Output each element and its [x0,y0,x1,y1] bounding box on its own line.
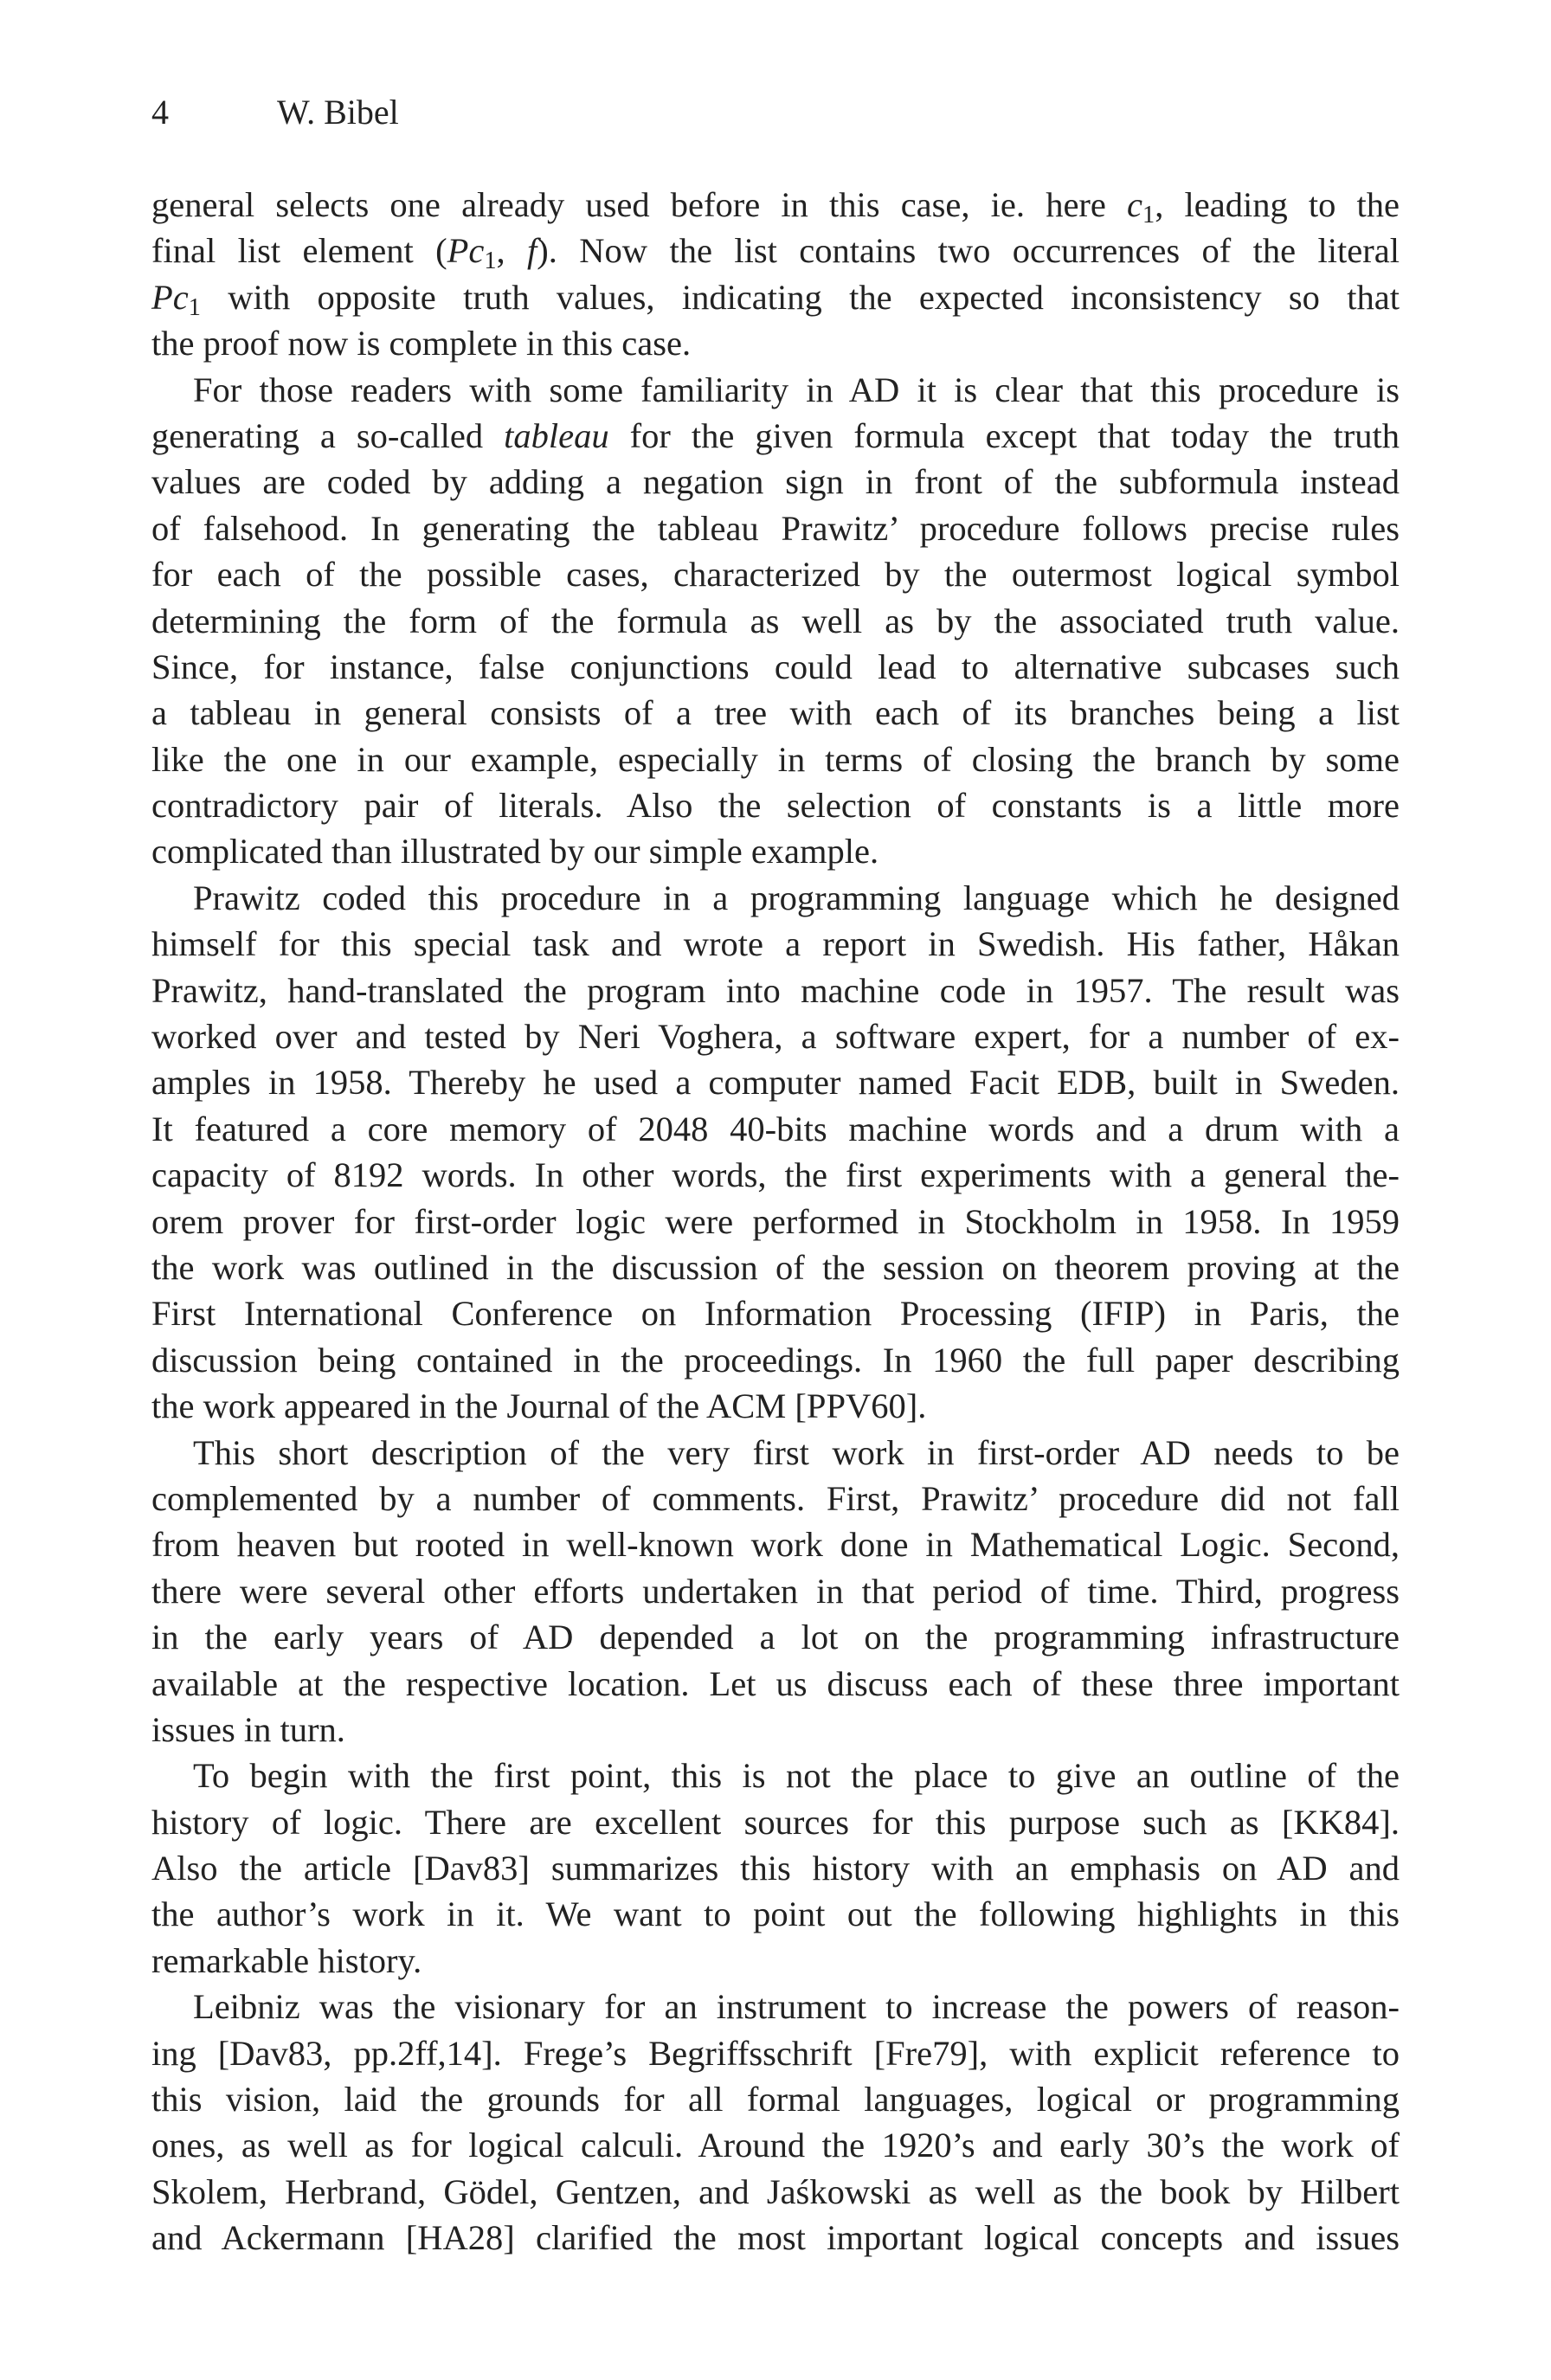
text-line: issues in turn. [151,1709,345,1749]
text-line: final list element ($Pc_1$, f). Now the list contains two occurrences of the literal [151,231,1400,275]
body-text [151,182,1400,2261]
text-line: and Ackermann [HA28] clarified the most important logical concepts and issues [151,2218,1400,2258]
text-line: for each of the possible cases, characterized by the outermost logical symbol [151,555,1400,595]
paragraph-tableau [151,367,1400,875]
text-line: This short description of the very first work in first-order AD needs to be [193,1432,1400,1472]
text-line: the proof now is complete in this case. [151,324,692,363]
text-line: $Pc_1$ with opposite truth values, indicating the expected inconsistency so that [151,277,1400,321]
text-line: from heaven but rooted in well-known work done in Mathematical Logic. Second, [151,1525,1400,1565]
paragraph-continuation [151,182,1400,367]
text-line: To begin with the first point, this is not the place to give an outline of the [193,1756,1400,1796]
text-line: determining the form of the formula as well as by the associated truth value. [151,601,1400,640]
paragraph-comments [151,1430,1400,1753]
text-line: the work was outlined in the discussion of the session on theorem proving at the [151,1247,1400,1287]
text-line: Prawitz coded this procedure in a programming language which he designed [193,878,1400,917]
text-line: history of logic. There are excellent sources for this purpose such as [KK84]. [151,1802,1400,1842]
text-line: there were several other efforts undertaken in that period of time. Third, progress [151,1571,1400,1611]
text-line: generating a so-called tableau for the given formula except that today the truth [151,415,1400,455]
text-line: in the early years of AD depended a lot on the programming infrastructure [151,1618,1400,1657]
text-line: complemented by a number of comments. First, Prawitz’ procedure did not fall [151,1478,1400,1518]
text-line: the work appeared in the Journal of the ACM [PPV60]. [151,1386,927,1426]
paragraph-leibniz-frege [151,1984,1400,2261]
text-line: of falsehood. In generating the tableau Prawitz’ procedure follows precise rules [151,508,1400,548]
text-line: values are coded by adding a negation sign in front of the subformula instead [151,462,1400,502]
page-number: 4 [151,93,169,132]
running-head-author: W. Bibel [277,93,399,132]
text-line: this vision, laid the grounds for all formal languages, logical or programming [151,2080,1400,2119]
text-line: For those readers with some familiarity in AD it is clear that this procedure is [193,370,1400,409]
text-line: himself for this special task and wrote a report in Swedish. His father, Håkan [151,924,1400,964]
text-line: First International Conference on Information Processing (IFIP) in Paris, the [151,1294,1400,1334]
text-line: ones, as well as for logical calculi. Around the 1920’s and early 30’s the work of [151,2126,1400,2165]
paragraph-prawitz-implementation [151,875,1400,1430]
text-line: the author’s work in it. We want to point out the following highlights in this [151,1894,1400,1934]
text-line: orem prover for first-order logic were performed in Stockholm in 1958. In 1959 [151,1201,1400,1241]
text-line: like the one in our example, especially in terms of closing the branch by some [151,739,1400,779]
text-line: discussion being contained in the proceedings. In 1960 the full paper describing [151,1340,1400,1380]
text-line: Also the article [Dav83] summarizes this history with an emphasis on AD and [151,1849,1400,1888]
text-line: ing [Dav83, pp.2ff,14]. Frege’s Begriffsschrift [Fre79], with explicit reference to [151,2033,1400,2073]
text-line: Prawitz, hand-translated the program into machine code in 1957. The result was [151,970,1400,1010]
text-line: remarkable history. [151,1940,422,1980]
text-line: general selects one already used before in this case, ie. here $c_1$, leading to the [151,185,1400,229]
text-line: amples in 1958. Thereby he used a computer named Facit EDB, built in Sweden. [151,1063,1400,1103]
text-line: complicated than illustrated by our simple example. [151,832,879,872]
text-line: contradictory pair of literals. Also the selection of constants is a little more [151,786,1400,826]
text-line: available at the respective location. Let us discuss each of these three important [151,1663,1400,1703]
paragraph-history-of-logic [151,1753,1400,1984]
text-line: Since, for instance, false conjunctions could lead to alternative subcases such [151,646,1400,686]
text-line: Leibniz was the visionary for an instrument to increase the powers of reason- [193,1987,1400,2027]
text-line: worked over and tested by Neri Voghera, a software expert, for a number of ex- [151,1017,1400,1057]
text-line: Skolem, Herbrand, Gödel, Gentzen, and Jaśkowski as well as the book by Hilbert [151,2171,1400,2211]
text-line: It featured a core memory of 2048 40-bits machine words and a drum with a [151,1109,1400,1148]
text-line: a tableau in general consists of a tree with each of its branches being a list [151,693,1400,733]
text-line: capacity of 8192 words. In other words, the first experiments with a general the- [151,1155,1400,1195]
